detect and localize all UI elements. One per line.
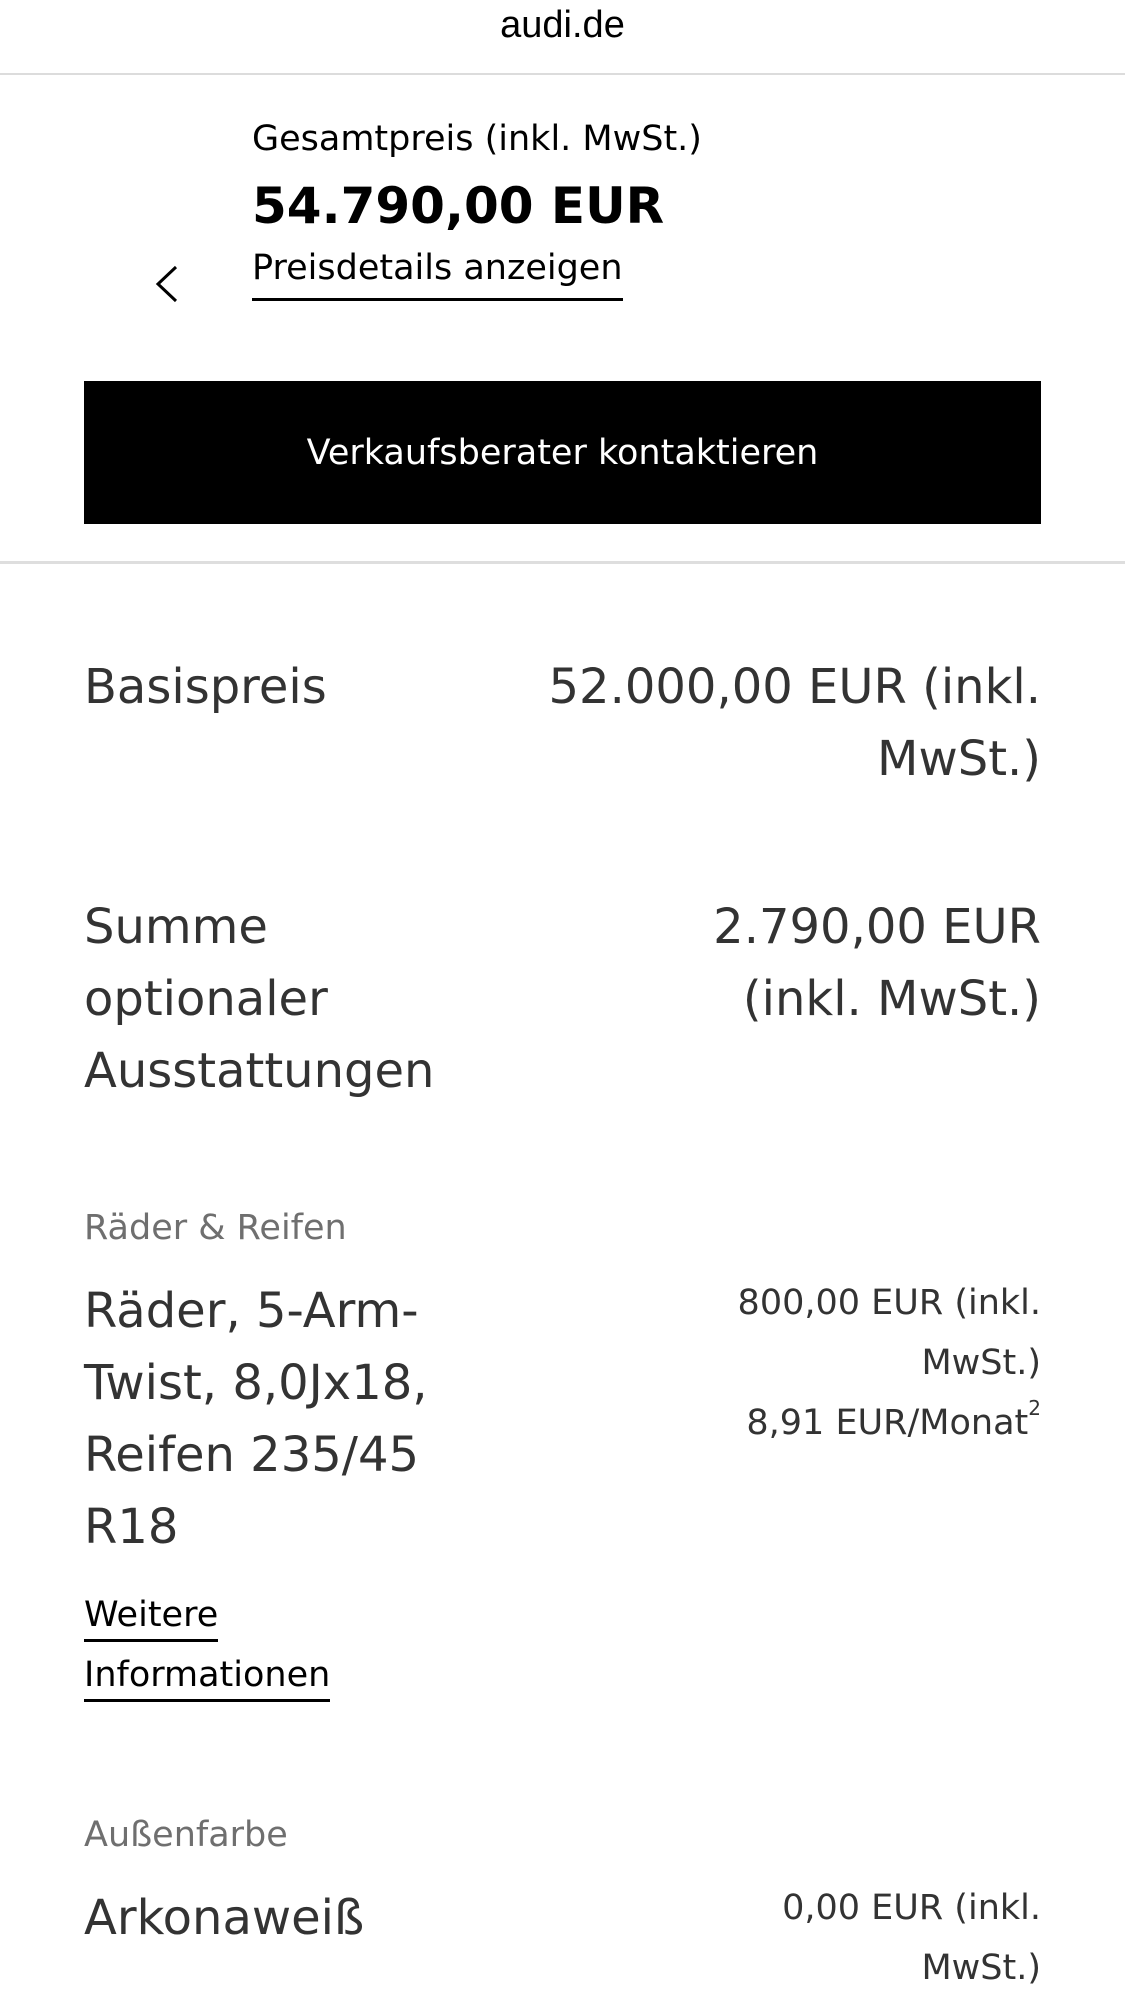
item-price-wheels: 800,00 EUR (inkl. MwSt.) 8,91 EUR/Monat$^2$ xyxy=(738,1273,1041,1453)
url-text: audi.de xyxy=(500,4,625,46)
price-header xyxy=(0,77,1125,564)
item-price-exterior-color: 0,00 EUR (inkl. MwSt.) xyxy=(782,1888,1041,1988)
options-sum-value: 2.790,00 EUR (inkl. MwSt.) xyxy=(713,899,1041,1027)
options-sum-label: Summe optionaler Ausstattungen xyxy=(84,899,435,1099)
base-price-label: Basispreis xyxy=(84,659,327,715)
category-label-exterior-color: Außenfarbe xyxy=(84,1815,288,1855)
footnote-marker: 2 xyxy=(1028,1396,1041,1420)
more-info-link-wheels[interactable]: Weitere Informationen xyxy=(84,1585,330,1705)
browser-url-bar[interactable] xyxy=(0,0,1125,75)
total-price-value: 54.790,00 EUR xyxy=(252,177,665,235)
base-price-value: 52.000,00 EUR (inkl. MwSt.) xyxy=(548,659,1041,787)
back-button[interactable] xyxy=(148,259,188,309)
item-name-wheels: Räder, 5-Arm- Twist, 8,0Jx18, Reifen 235/45 R18 xyxy=(84,1283,428,1555)
price-details-link[interactable]: Preisdetails anzeigen xyxy=(252,248,623,301)
monthly-rate: 8,91 EUR/Monat$^2$ xyxy=(746,1396,1041,1443)
contact-sales-button[interactable]: Verkaufsberater kontaktieren xyxy=(84,381,1041,524)
chevron-left-icon xyxy=(148,259,188,309)
item-name-exterior-color: Arkonaweiß xyxy=(84,1890,365,1946)
category-label-wheels: Räder & Reifen xyxy=(84,1208,347,1248)
total-price-label: Gesamtpreis (inkl. MwSt.) xyxy=(252,119,702,159)
